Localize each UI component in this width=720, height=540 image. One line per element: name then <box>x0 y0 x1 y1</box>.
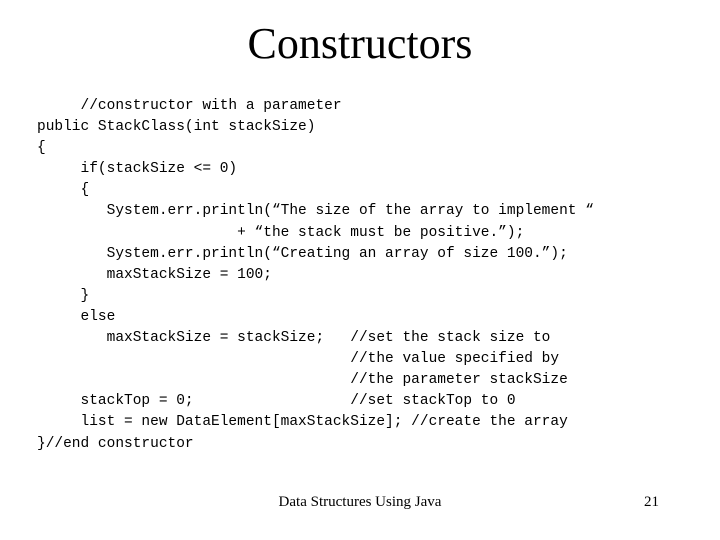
code-line: { <box>37 182 90 199</box>
footer-text: Data Structures Using Java <box>278 494 442 510</box>
code-line: } <box>37 287 90 304</box>
code-line: maxStackSize = stackSize; //set the stack size to <box>37 330 551 347</box>
code-line: maxStackSize = 100; <box>37 266 272 283</box>
code-line: { <box>37 140 46 157</box>
slide-title: Constructors <box>247 19 473 68</box>
code-block <box>37 96 594 455</box>
code-line: System.err.println(“The size of the array to implement “ <box>37 203 594 220</box>
code-line: list = new DataElement[maxStackSize]; //create the array <box>37 414 568 431</box>
code-line: else <box>37 308 116 325</box>
code-line: }//end constructor <box>37 435 194 452</box>
page-number: 21 <box>644 494 659 510</box>
code-line: //the value specified by <box>37 351 560 368</box>
code-line: public StackClass(int stackSize) <box>37 119 316 136</box>
code-line: System.err.println(“Creating an array of size 100.”); <box>37 245 568 262</box>
code-line: + “the stack must be positive.”); <box>37 224 525 241</box>
code-line: stackTop = 0; //set stackTop to 0 <box>37 393 516 410</box>
code-line: //the parameter stackSize <box>37 372 568 389</box>
code-line: //constructor with a parameter <box>37 98 342 114</box>
code-line: if(stackSize <= 0) <box>37 161 238 178</box>
